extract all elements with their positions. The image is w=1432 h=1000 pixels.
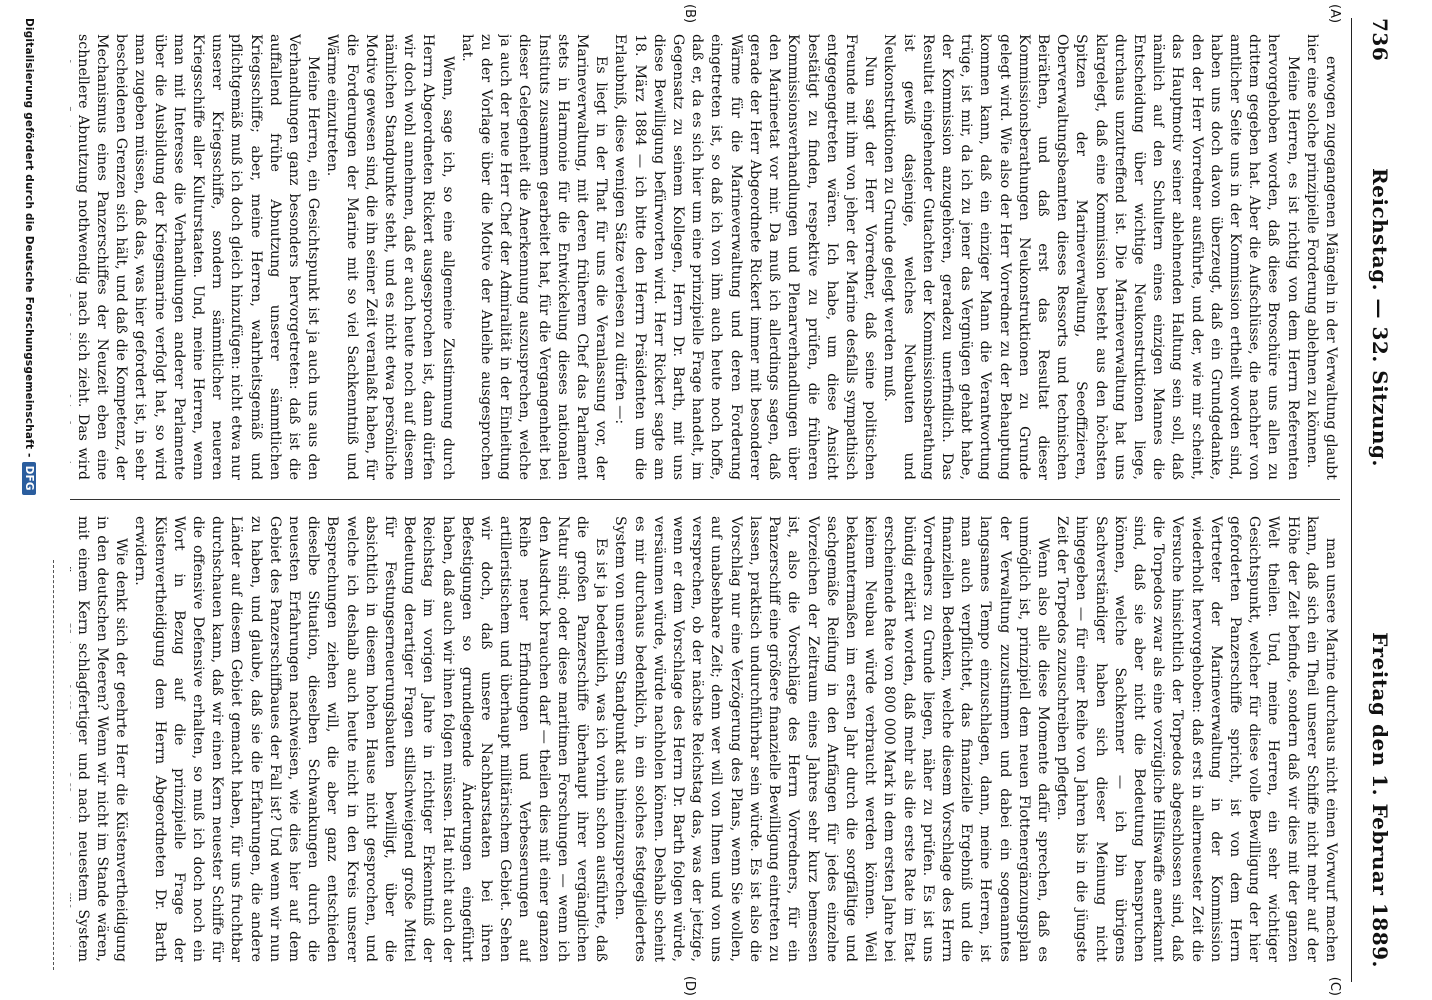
column-end-rule [53,560,54,970]
paragraph: Wie denkt sich der geehrte Herr die Küstenvertheidigung in den deutschen Meeren? Wenn wir nicht im Stande wären, mit einem Kern schlagfertiger und nach neuestem System [74,516,130,962]
margin-marker-a: (A) [1327,4,1342,24]
running-head-right: Freitag den 1. Februar 1889. [1368,632,1392,968]
header-rule [1351,18,1352,982]
margin-marker-d: (D) [682,975,697,996]
left-column [70,34,1340,480]
running-head-left: Reichstag. — 32. Sitzung. [1368,168,1392,467]
paragraph: Wenn, sage ich, so eine allgemeine Zustimmung durch Herrn Abgeordneten Rickert ausgesprochen ist, dann dürfen wir doch wohl annehmen, daß er auch heute noch auf diesem nämlichen Standpunkte steht, und es nicht etwa persönliche Motive gewesen sind, die ihn seiner Zeit veranlaßt haben, für die Forderungen der Marine mit so viel Sachkenntniß und Wärme einzutreten. [324,34,456,480]
paragraph: Meine Herren, ein Gesichtspunkt ist ja auch uns aus den Verhandlungen ganz besonders hervorgetreten: daß ist die auffallend frühe Abnutzung unserer sämmtlichen Kriegsschiffe; aber, meine Herren, wahrheitsgemäß und pflichtgemäß muß ich doch gleich hinzufügen: nicht etwa nur unserer Kriegsschiffe, sondern sämmtlicher neueren Kriegsschiffe aller Kulturstaaten. Und, meine Herren, wenn man mit Interesse die Verhandlungen anderer Parlamente über die Ausbildung der Kriegsmarine verfolgt hat, so wird man zugeben müssen, daß das, was hier gefordert ist, in sehr bescheidenen Grenzen sich hält, und daß die Kompetenz, der Mechanismus eines Panzerschiffes der Neuzeit eben eine schnellere Abnutzung nothwendig nach sich zieht. Das wird [74,34,322,480]
paragraph: man unsere Marine durchaus nicht einen Vorwurf machen kann, daß sich ein Theil unserer Schiffe nicht mehr auf der Höhe der Zeit befinde, sondern daß wir dies mit der ganzen Welt theilen. Und, meine Herren, ein sehr wichtiger Gesichtspunkt, welcher für diese volle Bewilligung der hier geforderten Panzerschiffe spricht, ist von dem Herrn Vertreter der Marineverwaltung in der Kommission wiederholt hervorgehoben: daß erst in allerneuester Zeit die Versuche hinsichtlich der Torpedos abgeschlossen sind, daß die Torpedos zwar als eine vorzügliche Hilfswaffe anerkannt sind, daß sie aber nicht die Bedeutung beanspruchen können, welche Sachkenner — ich bin übrigens Sachverständiger haben sich dieser Meinung nicht hingegeben — für einer Reihe von Jahren bis in die jüngste Zeit der Torpedos zuzuschreiben pflegten. [1054,516,1339,962]
paragraph: Es ist ja bedenklich, was ich vorhin schon ausführte, daß die großen Panzerschiffe überhaupt ihrer vergänglichen Natur sind; oder diese maritimen Forschungen — wenn ich den Ausdruck brauchen darf — theilen dies mit einer ganzen Reihe neuer Erfindungen und Verbesserungen auf artilleristischem und überhaupt militärischem Gebiet. Sehen wir doch, daß unsere Nachbarstaaten bei ihren Befestigungen so grundlegende Änderungen eingeführt haben, daß auch wir ihnen folgen müssen. Hat nicht auch der Reichstag im vorigen Jahre in richtiger Erkenntniß der Bedeutung derartiger Fragen stillschweigend große Mittel für Festungserneuerungsbauten bewilligt, über die absichtlich in diesem hohen Hause nicht gesprochen, und welche ich deshalb auch heute nicht in den Kreis unserer Besprechungen ziehen will, die aber ganz entschieden dieselbe Situation, dieselben Schwankungen durch die neuesten Erfahrungen nachweisen, wie dies hier auf dem Gebiet des Panzerschiffbaues der Fall ist? Und wenn wir nun zu haben, und glaube, daß sie die Erfahrungen, die andere Länder auf diesem Gebiet gemacht haben, für uns fruchtbar durchschauen kann, daß wir einen Kern neuester Schiffe für die offensive Defensive erhalten, so muß ich doch noch ein Wort in Bezug auf die prinzipielle Frage der Küstenvertheidigung dem Herrn Abgeordneten Dr. Barth erwidern. [132,516,610,962]
right-column [70,516,1340,962]
paragraph: Nun sagt der Herr Vorredner, daß seine politischen Freunde mit ihm von jeher der Marine desfalls sympathisch entgegengetreten wären. Ich habe, um diese Ansicht bestätigt zu finden, respektive zu prüfen, die früheren Kommissionsverhandlungen und Plenarverhandlungen über den Marineetat vor mir. Da muß ich allerdings sagen, daß gerade der Herr Abgeordnete Rickert immer mit besonderer Wärme für die Marineverwaltung und deren Forderung eingetreten ist, so daß ich von ihm auch heute noch hoffe, daß er, da es sich hier um eine prinzipielle Frage handelt, im Gegensatz zu seinem Kollegen, Herrn Dr. Barth, mit uns diese Bewilligung befürworten wird. Herr Rickert sagte am 18. März 1884 — ich bitte den Herrn Präsidenten um die Erlaubniß, diese wenigen Sätze verlesen zu dürfen —: [612,34,879,480]
paragraph: Wenn also alle diese Momente dafür sprechen, daß es unmöglich ist, prinzipiell dem neuen Flottenergänzungsplan der Verwaltung zuzustimmen und dabei ein sogenanntes langsames Tempo einzuschlagen, dann, meine Herren, ist man auch verpflichtet, das finanzielle Ergebniß und die finanziellen Bedenken, welche diesem Vorschlage des Herrn Vorredners zu Grunde liegen, näher zu prüfen. Es ist uns bündig erklärt worden, daß mehr als die erste Rate im Etat erscheinende Rate von 800 000 Mark in dem ersten Jahre bei keinem Neubau würde verbraucht werden können. Weil bekanntermaßen im ersten Jahr durch die sorgfältige und sachgemäße Reifung in den Anfängen für jedes einzelne Vorzeichen der Zeitraum eines Jahres sehr kurz bemessen ist, also die Vorschläge des Herrn Vorredners, für ein Panzerschiff eine größere finanzielle Bewilligung eintreten zu lassen, praktisch undurchführbar sein würde. Es ist also die Vorschlag nur eine Verzögerung des Plans, wenn Sie wollen, auf unabsehbare Zeit; denn wer will von Ihnen und von uns versprechen, ob der nächste Reichstag das, was der jetzige, wenn er dem Vorschlage des Herrn Dr. Barth folgen würde, versäumen würde, würde nachholen können. Deshalb scheint es mir durchaus bedenklich, in ein solches festgegliedertes System von unserem Standpunkt aus hineinzusprechen. [612,516,1051,962]
page-header [1356,18,1396,982]
paragraph: erwogen zugegangenen Mängeln in der Verwaltung glaubt hier eine solche prinzipielle Forderung ablehnen zu können. [1303,34,1339,480]
quoted-paragraph: Es liegt in der That für uns die Veranlassung vor, der Marineverwaltung, mit deren früherem Chef das Parlament stets in Harmonie für die Entwickelung dieses nationalen Instituts zusammen gearbeitet hat, für die Vergangenheit bei dieser Gelegenheit die Anerkennung auszusprechen, welche ja auch der neue Herr Chef der Admiralität in der Einleitung zu der Vorlage über die Motive der Anleihe ausgesprochen hat. [458,34,610,480]
page-number: 736 [1368,18,1392,62]
margin-marker-c: (C) [1327,976,1342,996]
digitization-credit [22,18,36,495]
margin-marker-b: (B) [682,4,697,24]
paragraph: Meine Herren, es ist richtig von dem Herrn Referenten hervorgehoben worden, daß diese Broschüre uns allen zu drittem gegeben hat. Aber die Aufschlüsse, die nachher von amtlicher Seite uns in der Kommission ertheilt worden sind, haben uns doch davon überzeugt, daß ein Grundgedanke, den der Herr Vorredner ausführte, und der, wie mir scheint, das Hauptmotiv seiner ablehnenden Haltung sein soll, daß nämlich auf den Schultern eines einzigen Mannes die Entscheidung über wichtige Neukonstruktionen liege, durchaus unzutreffend ist. Die Marineverwaltung hat uns klargelegt, daß eine Kommission besteht aus den höchsten Spitzen der Marineverwaltung, Seeoffizieren, Oberverwaltungsbeamten dieses Ressorts und technischen Beiräthen, und daß erst das Resultat dieser Kommissionsberathungen Neukonstruktionen zu Grunde gelegt wird. Wie also der Herr Vorredner zu der Behauptung kommen kann, daß ein einziger Mann die Verantwortung trüge, ist mir, da ich zu jener das Vergnügen gehabt habe, der Kommission anzugehören, geradezu unerfindlich. Das Resultat eingehender Gutachten der Kommissionsberathung ist gewiß dasjenige, welches Neubauten und Neukonstruktionen zu Grunde gelegt werden muß. [881,34,1301,480]
credit-text: Digitalisierung gefördert durch die Deutsche Forschungsgemeinschaft - [23,18,35,458]
column-divider [70,499,1340,500]
dfg-logo: DFG [22,462,36,495]
